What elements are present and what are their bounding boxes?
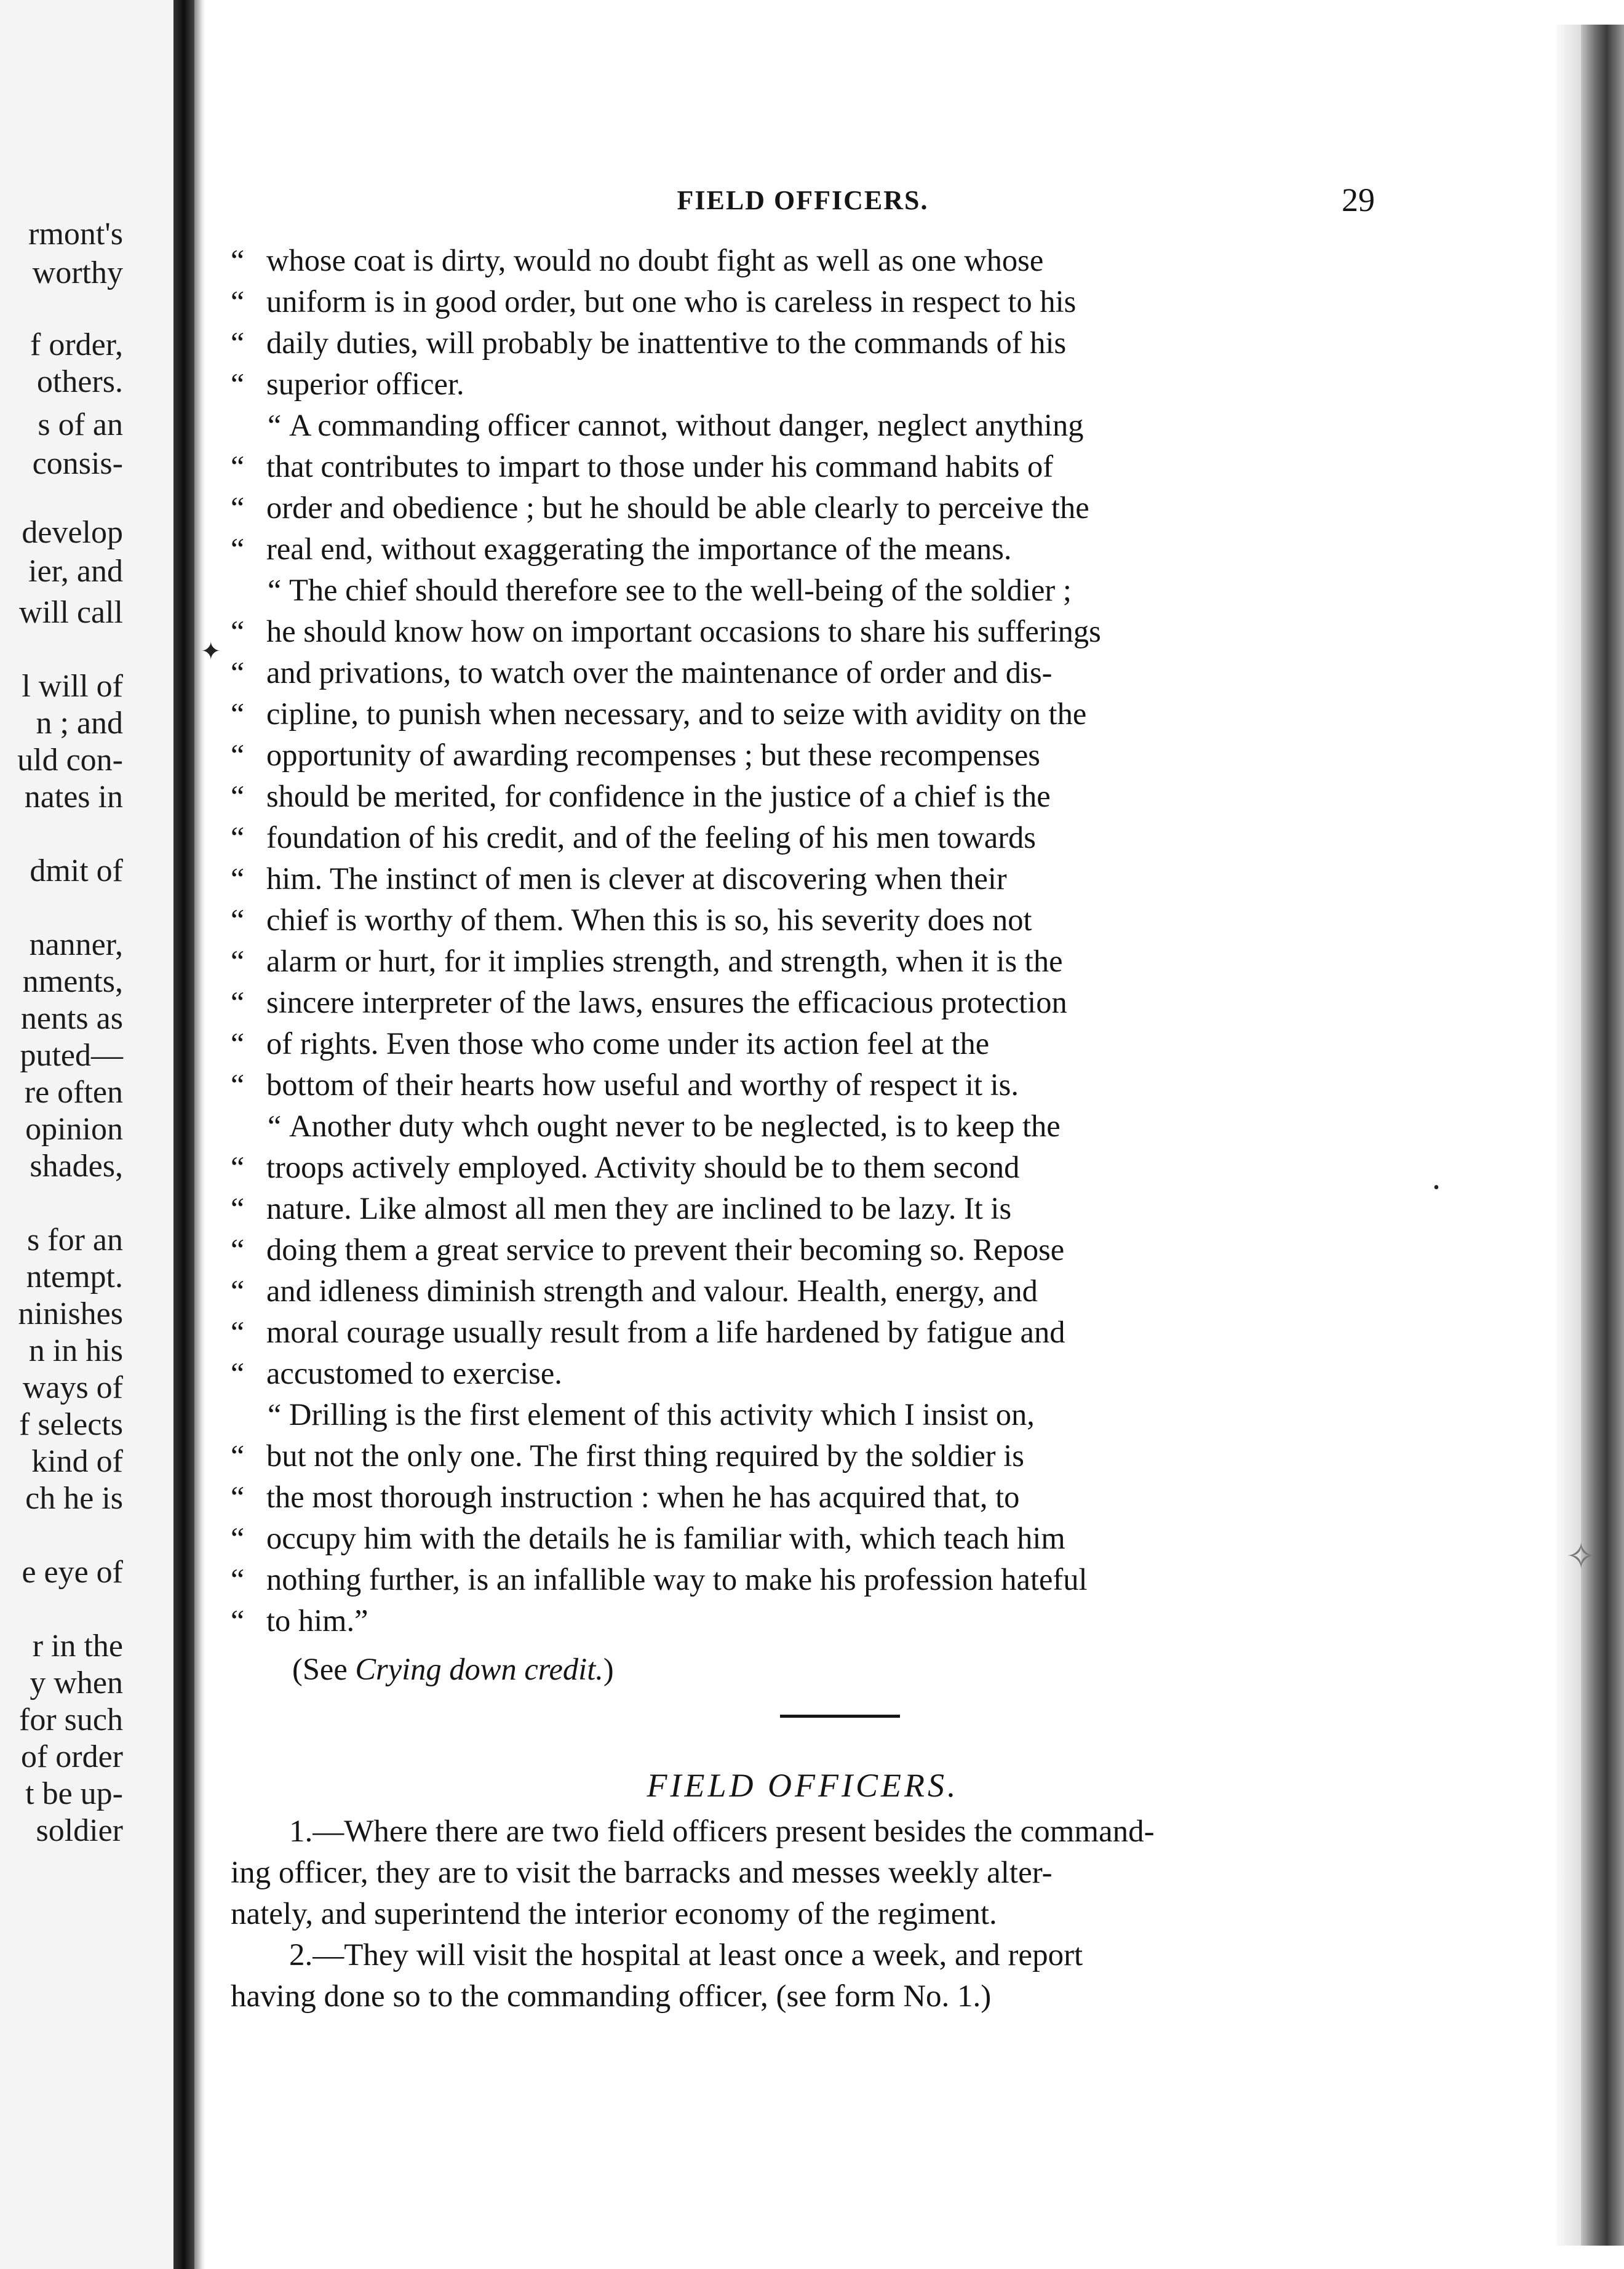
quote-line (231, 1477, 1375, 1518)
previous-page-text-fragment: kind of (31, 1444, 123, 1479)
previous-page-text-fragment: for such (19, 1702, 123, 1737)
quotation-mark: “ (231, 243, 245, 277)
previous-page-text-fragment: ier, and (28, 554, 123, 589)
previous-page-text-fragment: nents as (20, 1001, 123, 1036)
quote-line (231, 1600, 1375, 1641)
quote-line-text: A commanding officer cannot, without danger, neglect anything (289, 408, 1084, 442)
quote-line (231, 1229, 1375, 1270)
previous-page-text-fragment: consis- (32, 446, 123, 481)
see-reference-title: Crying down credit. (355, 1652, 603, 1686)
previous-page-text-fragment: ninishes (18, 1296, 123, 1331)
previous-page-text-fragment: shades, (30, 1149, 123, 1184)
margin-speck: • (1433, 1178, 1439, 1197)
quotation-mark: “ (231, 944, 245, 978)
previous-page-text-fragment: e eye of (22, 1555, 123, 1590)
quote-line-text: chief is worthy of them. When this is so, his severity does not (266, 903, 1032, 937)
previous-page-text-fragment: n in his (28, 1333, 123, 1368)
quote-line (231, 735, 1375, 776)
previous-page-text-fragment: will call (19, 595, 123, 630)
previous-page-text-fragment: f selects (19, 1407, 123, 1442)
book-page (231, 181, 1375, 2017)
quotation-mark: “ (231, 367, 245, 401)
previous-page-text-fragment: ntempt. (26, 1259, 123, 1294)
quote-line (231, 693, 1375, 735)
quote-line (231, 570, 1375, 611)
margin-speck: ✦ (201, 637, 221, 665)
previous-page-text-fragment: puted— (20, 1038, 123, 1073)
quote-line-text: to him.” (266, 1603, 368, 1638)
previous-page-text-fragment: s for an (27, 1222, 123, 1258)
previous-page-text-fragment: ways of (22, 1370, 123, 1405)
quote-line (231, 1394, 1375, 1435)
previous-page-text-fragment: r in the (32, 1629, 123, 1664)
section-paragraph-line: ing officer, they are to visit the barracks and messes weekly alter- (231, 1856, 1053, 1890)
quote-line-text: order and obedience ; but he should be able clearly to perceive the (266, 490, 1089, 525)
quote-line (231, 528, 1375, 570)
quotation-mark: “ (231, 1150, 245, 1184)
page-right-margin (1556, 25, 1581, 2246)
quotation-mark: “ (231, 655, 245, 690)
previous-page-text-fragment: s of an (38, 407, 123, 442)
previous-page-text-fragment: n ; and (36, 706, 123, 741)
quote-line-text: and idleness diminish strength and valour. Health, energy, and (266, 1274, 1038, 1308)
previous-page-text-fragment: re often (24, 1075, 123, 1110)
quotation-mark: “ (268, 1109, 282, 1143)
quote-line (231, 858, 1375, 899)
quote-line-text: The chief should therefore see to the well-being of the soldier ; (289, 573, 1072, 607)
section-body (231, 1811, 1375, 2017)
quote-line-text: accustomed to exercise. (266, 1356, 562, 1390)
running-header (231, 181, 1375, 240)
quotation-mark: “ (231, 861, 245, 896)
quote-line-text: opportunity of awarding recompenses ; but these recompenses (266, 738, 1040, 772)
quote-line-text: uniform is in good order, but one who is careless in respect to his (266, 284, 1077, 319)
quote-line (231, 817, 1375, 858)
quote-line-text: foundation of his credit, and of the feeling of his men towards (266, 820, 1036, 855)
quote-line (231, 1188, 1375, 1229)
book-fore-edge (1581, 25, 1624, 2246)
previous-page-text-fragment: t be up- (25, 1776, 123, 1811)
previous-page-text-fragment: develop (22, 515, 123, 550)
previous-page-text-fragment: opinion (25, 1112, 123, 1147)
quote-line-text: he should know how on important occasions to share his sufferings (266, 614, 1101, 648)
quote-line-text: the most thorough instruction : when he has acquired that, to (266, 1480, 1020, 1514)
previous-page-text-fragment: worthy (32, 255, 123, 290)
quote-line-text: troops actively employed. Activity should be to them second (266, 1150, 1020, 1184)
quotation-mark: “ (231, 779, 245, 813)
quote-line (231, 1312, 1375, 1353)
quotation-mark: “ (231, 1191, 245, 1226)
quotation-mark: “ (231, 490, 245, 525)
previous-page-text-fragment: soldier (36, 1813, 123, 1848)
quotation-mark: “ (231, 614, 245, 648)
quotation-mark: “ (231, 1562, 245, 1597)
book-gutter-edge (194, 0, 205, 2269)
quote-line-text: whose coat is dirty, would no doubt fight as well as one whose (266, 243, 1044, 277)
book-gutter-shadow (173, 0, 197, 2269)
quotation-mark: “ (231, 985, 245, 1019)
quote-line (231, 652, 1375, 693)
quoted-passage (231, 240, 1375, 1641)
quote-line (231, 1147, 1375, 1188)
quote-line (231, 364, 1375, 405)
quote-line (231, 1518, 1375, 1559)
previous-page-text-fragment: nments, (22, 964, 123, 999)
quotation-mark: “ (231, 1026, 245, 1061)
quote-line (231, 1559, 1375, 1600)
previous-page-text-fragment: l will of (22, 669, 123, 704)
quotation-mark: “ (231, 696, 245, 731)
quotation-mark: “ (231, 1480, 245, 1514)
quote-line-text: moral courage usually result from a life hardened by fatigue and (266, 1315, 1065, 1349)
quotation-mark: “ (231, 903, 245, 937)
previous-page-text-fragment: dmit of (30, 853, 123, 888)
previous-page-text-fragment: ch he is (25, 1481, 123, 1516)
quote-line-text: occupy him with the details he is familiar with, which teach him (266, 1521, 1065, 1555)
quotation-mark: “ (231, 1603, 245, 1638)
quotation-mark: “ (231, 1356, 245, 1390)
quote-line-text: superior officer. (266, 367, 464, 401)
previous-page-strip (0, 0, 178, 2269)
quotation-mark: “ (268, 573, 282, 607)
quotation-mark: “ (231, 1274, 245, 1308)
quotation-mark: “ (231, 1232, 245, 1267)
previous-page-text-fragment: y when (30, 1665, 123, 1701)
see-reference-prefix: (See (292, 1652, 356, 1686)
quote-line-text: nothing further, is an infallible way to make his profession hateful (266, 1562, 1088, 1597)
quote-line (231, 611, 1375, 652)
quote-line-text: cipline, to punish when necessary, and to seize with avidity on the (266, 696, 1087, 731)
quote-line-text: that contributes to impart to those under his command habits of (266, 449, 1054, 484)
see-reference (231, 1649, 1375, 1690)
quote-line (231, 1435, 1375, 1477)
section-paragraph-line: 2.—They will visit the hospital at least once a week, and report (289, 1938, 1083, 1972)
quote-line-text: Another duty whch ought never to be neglected, is to keep the (289, 1109, 1061, 1143)
running-title: FIELD OFFICERS. (677, 185, 929, 215)
quote-line-text: but not the only one. The first thing required by the soldier is (266, 1438, 1024, 1473)
quotation-mark: “ (231, 820, 245, 855)
quote-line (231, 941, 1375, 982)
quote-line (231, 1023, 1375, 1064)
quote-line (231, 405, 1375, 446)
quote-line (231, 1064, 1375, 1106)
previous-page-text-fragment: nates in (24, 780, 123, 815)
previous-page-text-fragment: others. (36, 364, 123, 399)
page-number: 29 (1342, 181, 1375, 218)
previous-page-text-fragment: uld con- (17, 743, 123, 778)
quote-line (231, 982, 1375, 1023)
quote-line (231, 240, 1375, 281)
quote-line-text: nature. Like almost all men they are inclined to be lazy. It is (266, 1191, 1012, 1226)
quote-line (231, 446, 1375, 487)
quote-line-text: Drilling is the first element of this activity which I insist on, (289, 1397, 1035, 1432)
quote-line (231, 776, 1375, 817)
quote-line-text: doing them a great service to prevent their becoming so. Repose (266, 1232, 1065, 1267)
section-heading: FIELD OFFICERS. (647, 1767, 959, 1804)
quotation-mark: “ (231, 449, 245, 484)
quotation-mark: “ (231, 1521, 245, 1555)
quotation-mark: “ (231, 1067, 245, 1102)
previous-page-text-fragment: of order (20, 1739, 123, 1774)
quote-line-text: him. The instinct of men is clever at discovering when their (266, 861, 1007, 896)
section-paragraph-line: 1.—Where there are two field officers present besides the command- (289, 1814, 1155, 1849)
quote-line-text: should be merited, for confidence in the justice of a chief is the (266, 779, 1051, 813)
previous-page-text-fragment: nanner, (29, 927, 123, 962)
previous-page-text-fragment: f order, (30, 327, 123, 362)
section-paragraph-line: nately, and superintend the interior economy of the regiment. (231, 1897, 997, 1931)
quotation-mark: “ (231, 325, 245, 360)
quote-line-text: of rights. Even those who come under its action feel at the (266, 1026, 990, 1061)
quote-line-text: daily duties, will probably be inattentive to the commands of his (266, 325, 1067, 360)
quotation-mark: “ (231, 738, 245, 772)
quote-line-text: bottom of their hearts how useful and worthy of respect it is. (266, 1067, 1019, 1102)
quote-line-text: and privations, to watch over the maintenance of order and dis- (266, 655, 1053, 690)
quotation-mark: “ (231, 532, 245, 566)
quotation-mark: “ (231, 1315, 245, 1349)
quote-line-text: real end, without exaggerating the importance of the means. (266, 532, 1012, 566)
quote-line (231, 1106, 1375, 1147)
margin-star-mark: ✧ (1566, 1536, 1597, 1577)
quotation-mark: “ (268, 408, 282, 442)
quote-line (231, 487, 1375, 528)
quote-line (231, 322, 1375, 364)
quote-line-text: alarm or hurt, for it implies strength, and strength, when it is the (266, 944, 1063, 978)
quote-line-text: sincere interpreter of the laws, ensures the efficacious protection (266, 985, 1067, 1019)
quotation-mark: “ (231, 284, 245, 319)
quote-line (231, 1353, 1375, 1394)
section-paragraph-line: having done so to the commanding officer, (see form No. 1.) (231, 1979, 992, 2014)
quote-line (231, 281, 1375, 322)
see-reference-suffix: ) (603, 1652, 614, 1686)
quote-line (231, 1270, 1375, 1312)
previous-page-text-fragment: rmont's (28, 217, 123, 252)
section-divider-rule (780, 1715, 900, 1718)
quotation-mark: “ (268, 1397, 282, 1432)
quotation-mark: “ (231, 1438, 245, 1473)
quote-line (231, 899, 1375, 941)
